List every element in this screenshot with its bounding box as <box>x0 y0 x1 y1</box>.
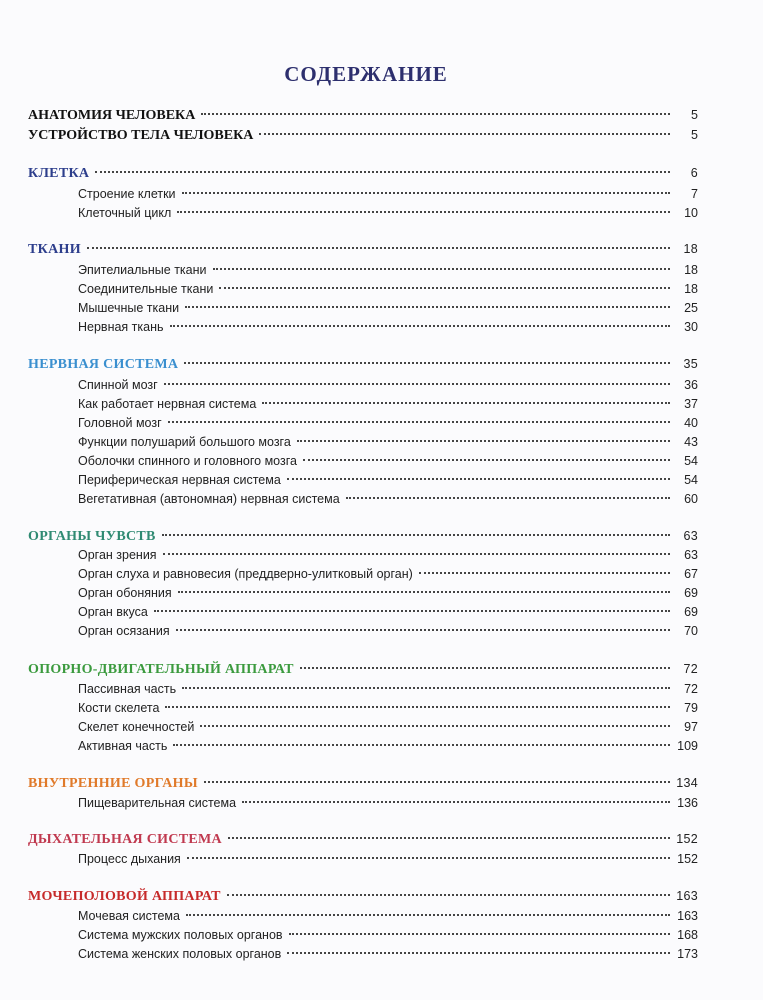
dot-leader <box>289 933 670 935</box>
entry-title: Оболочки спинного и головного мозга <box>78 454 297 468</box>
dot-leader <box>242 801 670 803</box>
page-number: 152 <box>676 832 698 846</box>
toc-subentry[interactable] <box>78 454 698 473</box>
page-number: 63 <box>683 529 698 543</box>
entry-title: УСТРОЙСТВО ТЕЛА ЧЕЛОВЕКА <box>28 128 254 143</box>
dot-leader <box>182 192 670 194</box>
toc-section-heading[interactable] <box>28 166 698 185</box>
page-number: 97 <box>684 720 698 734</box>
section-title: МОЧЕПОЛОВОЙ АППАРАТ <box>28 889 221 904</box>
toc-subentry[interactable] <box>78 909 698 928</box>
toc-subentry[interactable] <box>78 263 698 282</box>
entry-title: Вегетативная (автономная) нервная система <box>78 492 340 506</box>
dot-leader <box>154 610 670 612</box>
toc-subentry[interactable] <box>78 416 698 435</box>
entry-title: Мочевая система <box>78 909 180 923</box>
dot-leader <box>186 914 670 916</box>
entry-title: Клеточный цикл <box>78 206 172 220</box>
page-number: 5 <box>691 108 698 122</box>
entry-title: Функции полушарий большого мозга <box>78 435 291 449</box>
toc-intro-entry[interactable] <box>28 108 698 127</box>
toc-subentry[interactable] <box>78 473 698 492</box>
page-number: 60 <box>684 492 698 506</box>
toc-subentry[interactable] <box>78 320 698 339</box>
dot-leader <box>204 781 670 783</box>
toc-subentry[interactable] <box>78 720 698 739</box>
page-number: 173 <box>677 947 698 961</box>
entry-title: Система женских половых органов <box>78 947 282 961</box>
page-number: 37 <box>684 397 698 411</box>
toc-intro-entry[interactable] <box>28 128 698 147</box>
toc-section-heading[interactable] <box>28 357 698 376</box>
entry-title: Кости скелета <box>78 701 160 715</box>
dot-leader <box>262 402 670 404</box>
dot-leader <box>164 383 670 385</box>
page-number: 10 <box>684 206 698 220</box>
dot-leader <box>163 553 670 555</box>
toc-subentry[interactable] <box>78 187 698 206</box>
toc-subentry[interactable] <box>78 378 698 397</box>
dot-leader <box>300 667 670 669</box>
page-number: 5 <box>691 128 698 142</box>
page-number: 43 <box>684 435 698 449</box>
page-number: 163 <box>677 909 698 923</box>
page-number: 163 <box>676 889 698 903</box>
toc-subentry[interactable] <box>78 682 698 701</box>
entry-title: Пищеварительная система <box>78 796 237 810</box>
toc-section-heading[interactable] <box>28 242 698 261</box>
dot-leader <box>182 687 670 689</box>
entry-title: Активная часть <box>78 739 168 753</box>
dot-leader <box>185 306 670 308</box>
entry-title: Система мужских половых органов <box>78 928 283 942</box>
toc-subentry[interactable] <box>78 301 698 320</box>
dot-leader <box>259 133 670 135</box>
dot-leader <box>187 857 670 859</box>
entry-title: Эпителиальные ткани <box>78 263 207 277</box>
page-number: 6 <box>690 166 698 180</box>
page-number: 35 <box>683 357 698 371</box>
page-number: 67 <box>684 567 698 581</box>
toc-subentry[interactable] <box>78 605 698 624</box>
dot-leader <box>200 725 670 727</box>
entry-title: Орган обоняния <box>78 586 172 600</box>
dot-leader <box>219 287 670 289</box>
toc-section-heading[interactable] <box>28 529 698 548</box>
entry-title: Соединительные ткани <box>78 282 214 296</box>
entry-title: Процесс дыхания <box>78 852 181 866</box>
entry-title: Орган осязания <box>78 624 170 638</box>
dot-leader <box>177 211 670 213</box>
section-title: ВНУТРЕННИЕ ОРГАНЫ <box>28 776 198 791</box>
page-number: 54 <box>684 473 698 487</box>
page-number: 7 <box>691 187 698 201</box>
page-number: 30 <box>684 320 698 334</box>
dot-leader <box>173 744 670 746</box>
page-title: СОДЕРЖАНИЕ <box>284 62 448 86</box>
entry-title: Головной мозг <box>78 416 162 430</box>
page-number: 79 <box>684 701 698 715</box>
toc-section-heading[interactable] <box>28 832 698 851</box>
toc-subentry[interactable] <box>78 492 698 511</box>
dot-leader <box>178 591 670 593</box>
page-number: 69 <box>684 586 698 600</box>
dot-leader <box>227 894 670 896</box>
page-number: 63 <box>684 548 698 562</box>
section-title: КЛЕТКА <box>28 166 90 181</box>
toc-subentry[interactable] <box>78 796 698 815</box>
entry-title: Периферическая нервная система <box>78 473 281 487</box>
dot-leader <box>87 247 670 249</box>
toc-subentry[interactable] <box>78 397 698 416</box>
dot-leader <box>165 706 670 708</box>
dot-leader <box>213 268 670 270</box>
page-number: 25 <box>684 301 698 315</box>
toc-subentry[interactable] <box>78 435 698 454</box>
dot-leader <box>170 325 670 327</box>
dot-leader <box>228 837 670 839</box>
toc-subentry[interactable] <box>78 947 698 966</box>
entry-title: Орган вкуса <box>78 605 148 619</box>
toc-subentry[interactable] <box>78 586 698 605</box>
entry-title: АНАТОМИЯ ЧЕЛОВЕКА <box>28 108 196 123</box>
dot-leader <box>95 171 670 173</box>
page-number: 134 <box>676 776 698 790</box>
page-number: 168 <box>677 928 698 942</box>
section-title: ДЫХАТЕЛЬНАЯ СИСТЕМА <box>28 832 222 847</box>
toc-subentry[interactable] <box>78 852 698 871</box>
dot-leader <box>168 421 670 423</box>
dot-leader <box>303 459 670 461</box>
toc-section-heading[interactable] <box>28 776 698 795</box>
dot-leader <box>297 440 670 442</box>
toc-subentry[interactable] <box>78 282 698 301</box>
dot-leader <box>176 629 670 631</box>
page-number: 40 <box>684 416 698 430</box>
page-number: 69 <box>684 605 698 619</box>
entry-title: Спинной мозг <box>78 378 158 392</box>
entry-title: Орган зрения <box>78 548 157 562</box>
page-number: 18 <box>684 263 698 277</box>
page-number: 18 <box>683 242 698 256</box>
entry-title: Пассивная часть <box>78 682 177 696</box>
section-title: ОПОРНО-ДВИГАТЕЛЬНЫЙ АППАРАТ <box>28 662 294 677</box>
entry-title: Как работает нервная система <box>78 397 257 411</box>
page-number: 18 <box>684 282 698 296</box>
section-title: ОРГАНЫ ЧУВСТВ <box>28 529 156 544</box>
section-title: ТКАНИ <box>28 242 81 257</box>
toc-subentry[interactable] <box>78 624 698 643</box>
toc-section-heading[interactable] <box>28 662 698 681</box>
entry-title: Скелет конечностей <box>78 720 195 734</box>
toc-subentry[interactable] <box>78 567 698 586</box>
page-number: 70 <box>684 624 698 638</box>
toc-subentry[interactable] <box>78 206 698 225</box>
toc-subentry[interactable] <box>78 928 698 947</box>
entry-title: Строение клетки <box>78 187 176 201</box>
entry-title: Мышечные ткани <box>78 301 180 315</box>
dot-leader <box>287 952 670 954</box>
toc-subentry[interactable] <box>78 701 698 720</box>
page-number: 136 <box>677 796 698 810</box>
dot-leader <box>162 534 670 536</box>
dot-leader <box>419 572 670 574</box>
page-number: 72 <box>684 682 698 696</box>
page-number: 72 <box>683 662 698 676</box>
dot-leader <box>346 497 670 499</box>
toc-section-heading[interactable] <box>28 889 698 908</box>
page-number: 152 <box>677 852 698 866</box>
page-number: 36 <box>684 378 698 392</box>
entry-title: Нервная ткань <box>78 320 164 334</box>
page-number: 54 <box>684 454 698 468</box>
toc-subentry[interactable] <box>78 739 698 758</box>
dot-leader <box>287 478 670 480</box>
dot-leader <box>184 362 670 364</box>
page-number: 109 <box>677 739 698 753</box>
entry-title: Орган слуха и равновесия (преддверно-улитковый орган) <box>78 567 413 581</box>
toc-subentry[interactable] <box>78 548 698 567</box>
section-title: НЕРВНАЯ СИСТЕМА <box>28 357 179 372</box>
dot-leader <box>201 113 670 115</box>
